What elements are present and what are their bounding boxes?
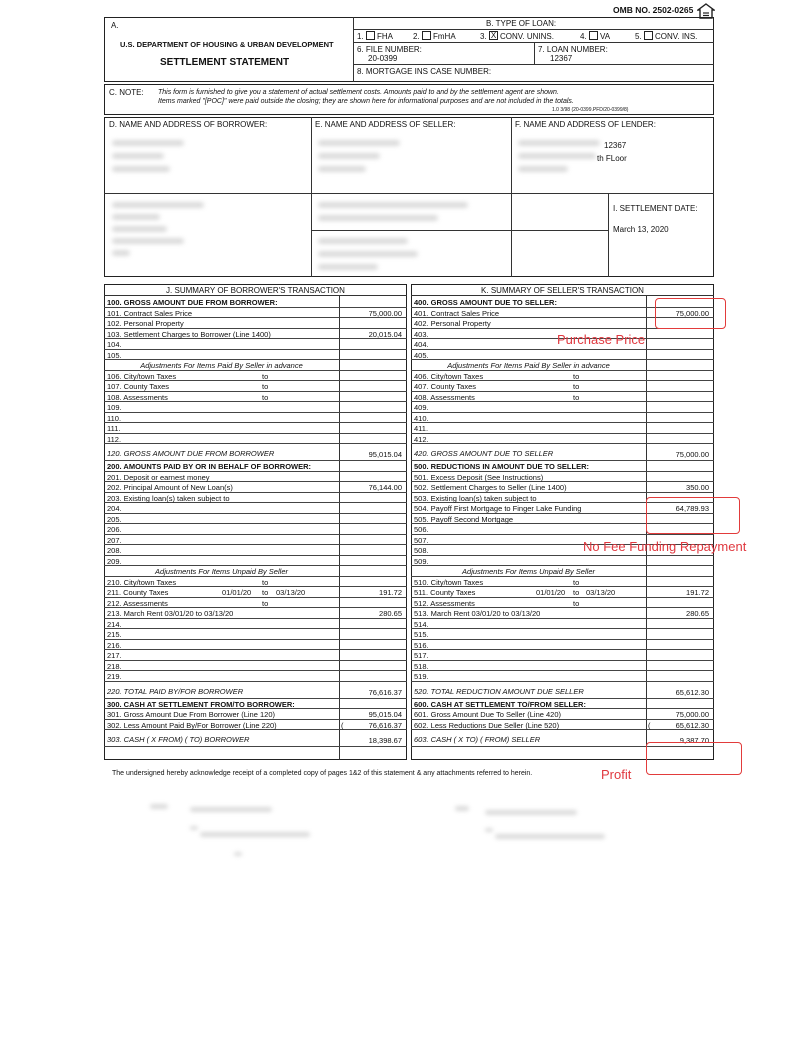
seller-row-label: 400. GROSS AMOUNT DUE TO SELLER: [414,298,557,307]
seller-row-label: 406. City/town Taxes [414,371,484,381]
seller-row-label: 518. [414,661,429,671]
seller-row-label: 506. [414,525,429,534]
borrower-summary-heading: J. SUMMARY OF BORROWER'S TRANSACTION [166,286,345,295]
lender-name-label: F. NAME AND ADDRESS OF LENDER: [515,120,656,129]
seller-row-label: 516. [414,640,429,650]
seller-row-label: 510. City/town Taxes [414,577,484,587]
seller-table-row [411,392,714,403]
seller-row-amount: 64,789.93 [675,504,709,513]
seller-row-label: 601. Gross Amount Due To Seller (Line 420) [414,710,562,719]
borrower-row-amount: 75,000.00 [368,308,402,318]
seller-table-row [411,444,714,461]
borrower-row-label: 209. [107,556,122,566]
borrower-row-label: 101. Contract Sales Price [107,308,193,318]
seller-table-row [411,423,714,434]
seller-table-row [411,640,714,651]
borrower-table-row [104,545,407,556]
borrower-table-row [104,493,407,504]
borrower-table-row [104,371,407,382]
profit-highlight [646,742,742,775]
seller-table-row [411,671,714,682]
borrower-row-to: to [262,577,269,587]
redacted-place [318,238,408,244]
borrower-row-label: 302. Less Amount Paid By/For Borrower (Line 220) [107,720,277,730]
seller-row-to: to [573,588,580,597]
seller-row-amount: 280.65 [686,609,709,618]
seller-row-paren: ( [648,720,651,730]
note-line-1: This form is furnished to give you a statement of actual settlement costs. Amounts paid to and by the settlement agent are shown. [158,89,559,96]
borrower-row-label: Adjustments For Items Unpaid By Seller [155,567,288,576]
seller-row-label: 513. March Rent 03/01/20 to 03/13/20 [414,609,541,618]
seller-row-label: 407. County Taxes [414,382,476,391]
borrower-table-row [104,514,407,525]
seller-table-row [411,381,714,392]
borrower-table-row [104,535,407,546]
seller-row-from-date: 01/01/20 [536,588,566,597]
seller-row-to-date: 03/13/20 [586,588,616,597]
fha-checkbox[interactable] [366,31,375,40]
file-number: 20-0399 [368,54,398,63]
loan-number: 12367 [550,54,573,63]
purchase-price-annotation: Purchase Price [557,332,646,347]
borrower-table-row [104,472,407,483]
borrower-row-label: 110. [107,413,122,423]
borrower-row-label: 300. CASH AT SETTLEMENT FROM/TO BORROWER: [107,699,295,709]
borrower-row-label: 213. March Rent 03/01/20 to 03/13/20 [107,609,234,618]
borrower-row-label: 207. [107,535,122,545]
borrower-table-row [104,524,407,535]
borrower-row-label: 218. [107,661,122,671]
borrower-row-label: 204. [107,504,122,513]
redacted-property [112,202,204,208]
page-title: SETTLEMENT STATEMENT [160,57,290,68]
borrower-table-row [104,640,407,651]
seller-table-row [411,402,714,413]
seller-row-label: 503. Existing loan(s) taken subject to [414,493,537,503]
seller-row-label: 405. [414,350,429,360]
seller-table-row [411,461,714,472]
form-version: 1.0 3/98 (20-0399.PFD/20-0399/8) [552,107,629,113]
seller-row-label: 404. [414,340,429,349]
seller-name-label: E. NAME AND ADDRESS OF SELLER: [315,120,456,129]
borrower-row-label: 202. Principal Amount of New Loan(s) [107,483,233,492]
borrower-row-label: 120. GROSS AMOUNT DUE FROM BORROWER [107,449,275,458]
borrower-table-row [104,339,407,350]
redacted-borrower [112,140,184,146]
seller-row-label: 500. REDUCTIONS IN AMOUNT DUE TO SELLER: [414,462,590,471]
borrower-row-label: 219. [107,672,122,681]
borrower-row-paren: ( [341,720,344,730]
seller-row-label: 603. CASH ( X TO) ( FROM) SELLER [414,735,541,744]
borrower-table-row [104,329,407,340]
seller-row-label: Adjustments For Items Unpaid By Seller [462,567,595,576]
agency-name: U.S. DEPARTMENT OF HOUSING & URBAN DEVELOPMENT [120,40,334,49]
seller-row-to: to [573,598,580,608]
seller-summary-heading: K. SUMMARY OF SELLER'S TRANSACTION [481,286,644,295]
seller-row-label: 411. [414,424,429,433]
borrower-name-label: D. NAME AND ADDRESS OF BORROWER: [109,120,268,129]
seller-table-row [411,482,714,493]
seller-row-label: Adjustments For Items Paid By Seller in advance [447,361,610,370]
borrower-row-label: 206. [107,525,122,534]
borrower-table-row [104,566,407,577]
redacted-lender [518,140,600,146]
seller-table-row [411,577,714,588]
borrower-row-label: 104. [107,340,122,349]
borrower-table-row [104,308,407,319]
borrower-row-label: 216. [107,640,122,650]
borrower-row-label: 301. Gross Amount Due From Borrower (Line 120) [107,710,275,719]
seller-table-row [411,629,714,640]
borrower-row-label: 217. [107,651,122,660]
seller-row-label: 508. [414,546,429,555]
redacted-borrower-signature [150,804,168,809]
lender-partial-2: th FLoor [597,154,627,163]
loan-number-label: 7. LOAN NUMBER: [538,45,608,54]
borrower-row-label: 109. [107,403,122,412]
borrower-table-row [104,587,407,598]
borrower-table-row [104,297,407,308]
borrower-table-row [104,444,407,461]
borrower-row-label: 205. [107,514,122,524]
borrower-table-row [104,413,407,424]
borrower-table-row [104,350,407,361]
borrower-row-amount: 191.72 [379,588,402,597]
note-line-2: Items marked "[POC]" were paid outside the closing; they are shown here for informational purposes and are not included in the totals. [158,98,574,105]
borrower-row-label: Adjustments For Items Paid By Seller in advance [140,361,303,370]
borrower-row-amount: 95,015.04 [368,450,402,459]
borrower-table-row [104,650,407,661]
borrower-table-row [104,461,407,472]
seller-row-amount: 75,000.00 [675,710,709,719]
seller-row-to: to [573,371,580,381]
acknowledgement: The undersigned hereby acknowledge receipt of a completed copy of pages 1&2 of this statement & any attachments referred to herein. [112,770,533,777]
borrower-row-to: to [262,382,269,391]
lender-partial-1: 12367 [604,141,627,150]
seller-row-amount: 75,000.00 [675,450,709,459]
borrower-row-label: 208. [107,546,122,555]
borrower-row-label: 214. [107,619,122,629]
borrower-table-row [104,360,407,371]
seller-row-label: 501. Excess Deposit (See Instructions) [414,472,544,482]
settlement-date-label: I. SETTLEMENT DATE: [613,204,698,213]
borrower-table-row [104,392,407,403]
borrower-table-row [104,503,407,514]
seller-row-label: 519. [414,672,429,681]
borrower-row-amount: 18,398.67 [368,736,402,745]
seller-row-label: 509. [414,556,429,566]
borrower-row-amount: 76,616.37 [368,720,402,730]
borrower-row-amount: 76,616.37 [368,687,402,697]
borrower-row-to: to [262,371,269,381]
borrower-row-label: 107. County Taxes [107,382,169,391]
borrower-table-row [104,402,407,413]
seller-row-amount: 9,387.70 [679,736,709,745]
seller-table-row [411,350,714,361]
settlement-date: March 13, 2020 [613,225,669,234]
borrower-row-label: 106. City/town Taxes [107,371,177,381]
borrower-row-label: 203. Existing loan(s) taken subject to [107,493,230,503]
seller-table-row [411,709,714,720]
borrower-row-label: 108. Assessments [107,392,168,402]
seller-row-to: to [573,392,580,402]
seller-table-row [411,682,714,699]
seller-row-label: 512. Assessments [414,598,475,608]
seller-table-row [411,371,714,382]
borrower-table-row [104,318,407,329]
borrower-row-label: 112. [107,434,122,444]
seller-table-row [411,619,714,630]
seller-row-label: 515. [414,630,429,639]
seller-table-row [411,650,714,661]
seller-row-label: 502. Settlement Charges to Seller (Line 1400) [414,483,567,492]
borrower-row-amount: 95,015.04 [368,710,402,719]
seller-table-row [411,434,714,445]
profit-annotation: Profit [601,767,632,782]
seller-table-row [411,472,714,483]
seller-row-label: 408. Assessments [414,392,475,402]
borrower-row-label: 103. Settlement Charges to Borrower (Line 1400) [107,329,271,339]
file-number-label: 6. FILE NUMBER: [357,45,422,54]
borrower-table-row [104,381,407,392]
borrower-row-from-date: 01/01/20 [222,588,252,597]
borrower-row-to: to [262,392,269,402]
seller-row-label: 409. [414,403,429,412]
borrower-row-amount: 20,015.04 [368,329,402,339]
seller-row-to: to [573,382,580,391]
seller-table-row [411,699,714,710]
va-checkbox[interactable] [589,31,598,40]
mortgage-case-label: 8. MORTGAGE INS CASE NUMBER: [357,67,492,76]
borrower-row-amount: 280.65 [379,609,402,618]
borrower-row-label: 200. AMOUNTS PAID BY OR IN BEHALF OF BORROWER: [107,462,312,471]
seller-row-amount: 350.00 [686,483,709,492]
seller-row-label: 403. [414,329,429,339]
borrower-row-label: 303. CASH ( X FROM) ( TO) BORROWER [107,735,250,744]
note-label: C. NOTE: [109,88,144,97]
purchase-price-highlight [655,298,726,329]
redacted-seller-signature [455,806,469,811]
seller-row-label: 520. TOTAL REDUCTION AMOUNT DUE SELLER [414,686,584,696]
borrower-table-row [104,598,407,609]
borrower-table-row [104,619,407,630]
borrower-table-row [104,709,407,720]
seller-table-row [411,608,714,619]
seller-table-row [411,566,714,577]
borrower-row-label: 212. Assessments [107,598,168,608]
borrower-row-label: 211. County Taxes [107,588,169,597]
borrower-table-row [104,556,407,567]
seller-row-label: 514. [414,619,429,629]
redacted-seller [318,140,400,146]
seller-row-label: 402. Personal Property [414,319,491,328]
seller-table-row [411,413,714,424]
borrower-row-amount: 76,144.00 [368,483,402,492]
borrower-table-row [104,661,407,672]
seller-row-to: to [573,577,580,587]
redacted-agent [318,202,468,208]
seller-row-label: 401. Contract Sales Price [414,308,500,318]
borrower-row-label: 105. [107,350,122,360]
conv-unins-checkbox[interactable]: X [490,31,497,40]
borrower-table-row [104,629,407,640]
repayment-annotation: No Fee Funding Repayment [583,539,747,554]
borrower-row-to-date: 03/13/20 [276,588,306,597]
seller-row-amount: 191.72 [686,588,709,597]
borrower-table-row [104,730,407,747]
seller-table-row [411,720,714,731]
seller-table-row [411,556,714,567]
seller-table-row [411,587,714,598]
seller-row-amount: 75,000.00 [675,308,709,318]
seller-row-label: 507. [414,535,429,545]
borrower-row-label: 220. TOTAL PAID BY/FOR BORROWER [107,686,244,696]
seller-table-row [411,661,714,672]
borrower-row-to: to [262,588,269,597]
seller-table-row [411,360,714,371]
omb-number: OMB NO. 2502-0265 [613,5,694,15]
borrower-table-row [104,671,407,682]
borrower-row-label: 102. Personal Property [107,319,184,328]
borrower-table-row [104,482,407,493]
seller-row-label: 602. Less Reductions Due Seller (Line 520) [414,720,560,730]
fmha-checkbox[interactable] [422,31,431,40]
borrower-table-row [104,423,407,434]
borrower-row-to: to [262,598,269,608]
seller-row-label: 505. Payoff Second Mortgage [414,514,514,524]
conv-ins-checkbox[interactable] [644,31,653,40]
seller-row-amount: 65,612.30 [675,720,709,730]
loan-type-label: B. TYPE OF LOAN: [486,19,557,28]
borrower-table-row [104,608,407,619]
borrower-row-label: 111. [107,424,121,433]
borrower-row-label: 215. [107,630,122,639]
borrower-row-label: 100. GROSS AMOUNT DUE FROM BORROWER: [107,298,278,307]
seller-row-label: 511. County Taxes [414,588,476,597]
borrower-row-label: 210. City/town Taxes [107,577,177,587]
seller-row-amount: 65,612.30 [675,687,709,697]
repayment-highlight [646,497,740,534]
borrower-table-row [104,720,407,731]
seller-row-label: 517. [414,651,429,660]
section-a: A. [111,21,119,30]
borrower-table-row [104,434,407,445]
borrower-table-row [104,699,407,710]
seller-table-row [411,598,714,609]
seller-row-label: 504. Payoff First Mortgage to Finger Lake Funding [414,504,582,513]
borrower-table-row [104,682,407,699]
seller-row-label: 412. [414,434,429,444]
seller-row-label: 410. [414,413,429,423]
borrower-row-label: 201. Deposit or earnest money [107,472,210,482]
seller-row-label: 600. CASH AT SETTLEMENT TO/FROM SELLER: [414,699,586,709]
borrower-table-row [104,577,407,588]
seller-row-label: 420. GROSS AMOUNT DUE TO SELLER [414,449,554,458]
